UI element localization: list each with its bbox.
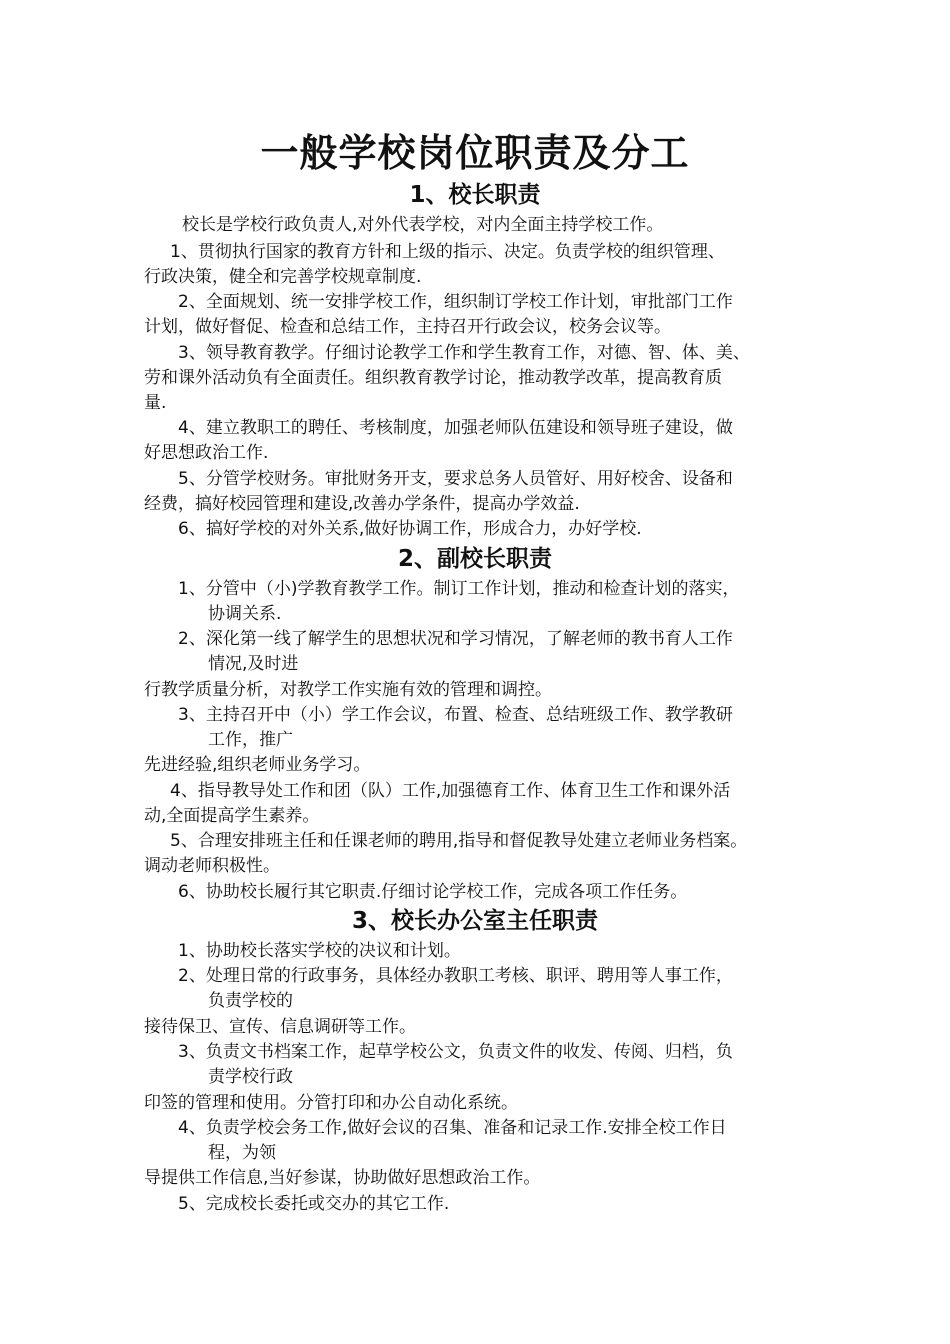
paragraph-line: 1、分管中（小)学教育教学工作。制订工作计划，推动和检查计划的落实， bbox=[178, 579, 740, 599]
paragraph-line: 6、搞好学校的对外关系,做好协调工作，形成合力，办好学校. bbox=[178, 519, 642, 539]
paragraph-line: 行教学质量分析，对教学工作实施有效的管理和调控。 bbox=[144, 680, 552, 700]
paragraph-line: 3、负责文书档案工作，起草学校公文，负责文件的收发、传阅、归档，负 bbox=[178, 1042, 733, 1062]
paragraph-line: 导提供工作信息,当好参谋，协助做好思想政治工作。 bbox=[144, 1168, 541, 1188]
paragraph-line: 4、建立教职工的聘任、考核制度，加强老师队伍建设和领导班子建设，做 bbox=[178, 418, 733, 438]
paragraph-line: 协调关系. bbox=[208, 604, 282, 624]
section-heading-vice-principal: 2、副校长职责 bbox=[397, 546, 552, 572]
paragraph-line: 计划，做好督促、检查和总结工作，主持召开行政会议，校务会议等。 bbox=[144, 317, 671, 337]
paragraph-line: 2、深化第一线了解学生的思想状况和学习情况，了解老师的教书育人工作 bbox=[178, 629, 733, 649]
paragraph-line: 工作，推广 bbox=[208, 730, 293, 750]
paragraph-line: 调动老师积极性。 bbox=[144, 856, 280, 876]
paragraph-line: 4、负责学校会务工作,做好会议的召集、准备和记录工作.安排全校工作日 bbox=[178, 1118, 727, 1138]
paragraph-line: 动,全面提高学生素养。 bbox=[144, 806, 320, 826]
section-heading-office-director: 3、校长办公室主任职责 bbox=[351, 908, 598, 934]
paragraph-line: 程，为领 bbox=[208, 1143, 276, 1163]
paragraph-line: 情况,及时进 bbox=[208, 654, 299, 674]
section-heading-principal: 1、校长职责 bbox=[409, 182, 541, 208]
paragraph-line: 量. bbox=[144, 393, 167, 413]
paragraph-line: 5、合理安排班主任和任课老师的聘用,指导和督促教导处建立老师业务档案。 bbox=[170, 831, 748, 851]
paragraph-line: 校长是学校行政负责人,对外代表学校，对内全面主持学校工作。 bbox=[182, 215, 664, 235]
paragraph-line: 负责学校的 bbox=[208, 991, 293, 1011]
paragraph-line: 先进经验,组织老师业务学习。 bbox=[144, 755, 371, 775]
paragraph-line: 3、主持召开中（小）学工作会议，布置、检查、总结班级工作、教学教研 bbox=[178, 705, 733, 725]
paragraph-line: 3、领导教育教学。仔细讨论教学工作和学生教育工作，对德、智、体、美、 bbox=[178, 343, 750, 363]
paragraph-line: 2、全面规划、统一安排学校工作，组织制订学校工作计划，审批部门工作 bbox=[178, 292, 733, 312]
paragraph-line: 2、处理日常的行政事务，具体经办教职工考核、职评、聘用等人事工作， bbox=[178, 966, 733, 986]
paragraph-line: 好思想政治工作. bbox=[144, 443, 269, 463]
paragraph-line: 经费，搞好校园管理和建设,改善办学条件，提高办学效益. bbox=[144, 494, 580, 514]
paragraph-line: 5、分管学校财务。审批财务开支，要求总务人员管好、用好校舍、设备和 bbox=[178, 469, 733, 489]
paragraph-line: 劳和课外活动负有全面责任。组织教育教学讨论，推动教学改革，提高教育质 bbox=[144, 368, 722, 388]
paragraph-line: 印签的管理和使用。分管打印和办公自动化系统。 bbox=[144, 1093, 518, 1113]
paragraph-line: 行政决策，健全和完善学校规章制度. bbox=[144, 267, 422, 287]
paragraph-line: 责学校行政 bbox=[208, 1067, 293, 1087]
document-title: 一般学校岗位职责及分工 bbox=[260, 131, 690, 175]
paragraph-line: 5、完成校长委托或交办的其它工作. bbox=[178, 1194, 450, 1214]
paragraph-line: 接待保卫、宣传、信息调研等工作。 bbox=[144, 1017, 416, 1037]
paragraph-line: 4、指导教导处工作和团（队）工作,加强德育工作、体育卫生工作和课外活 bbox=[170, 781, 731, 801]
paragraph-line: 6、协助校长履行其它职责.仔细讨论学校工作，完成各项工作任务。 bbox=[178, 882, 688, 902]
paragraph-line: 1、协助校长落实学校的决议和计划。 bbox=[178, 941, 461, 961]
paragraph-line: 1、贯彻执行国家的教育方针和上级的指示、决定。负责学校的组织管理、 bbox=[170, 242, 725, 262]
